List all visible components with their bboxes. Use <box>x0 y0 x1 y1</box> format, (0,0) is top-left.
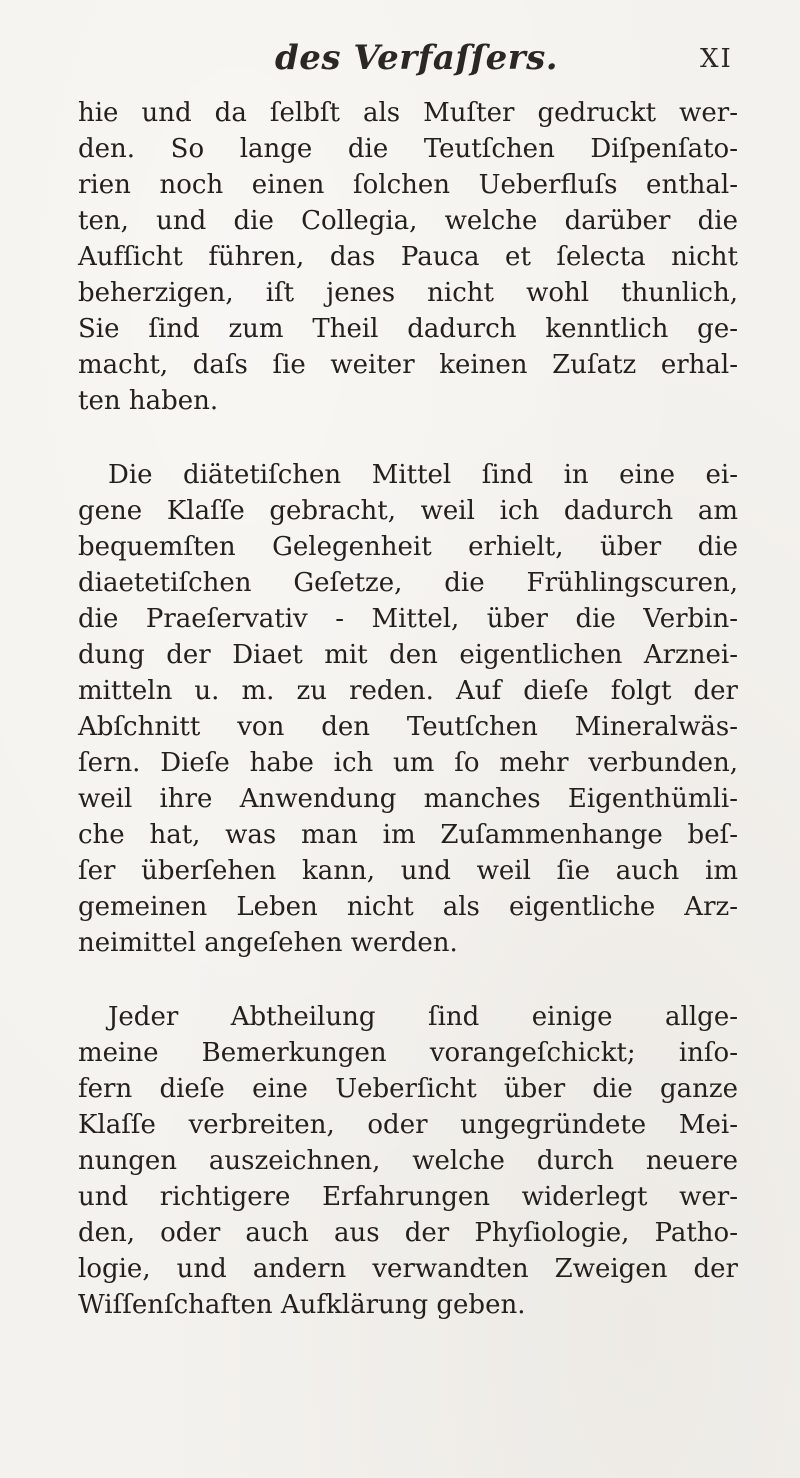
text-line: die Praeſervativ - Mittel, über die Verbin- <box>78 604 738 634</box>
text-line: Aufſicht führen, das Pauca et ſelecta nicht <box>78 242 738 272</box>
text-line: diaetetiſchen Geſetze, die Frühlingscuren, <box>78 568 738 598</box>
text-line: Abſchnitt von den Teutſchen Mineralwäs- <box>78 712 738 742</box>
text-line: hie und da ſelbſt als Muſter gedruckt wer- <box>78 98 738 128</box>
paragraph-1 <box>78 95 738 419</box>
text-line: weil ihre Anwendung manches Eigenthümli- <box>78 784 738 814</box>
text-line: rien noch einen ſolchen Ueberfluſs enthal- <box>78 170 738 200</box>
text-line: Sie ſind zum Theil dadurch kenntlich ge- <box>78 314 738 344</box>
text-line: nungen auszeichnen, welche durch neuere <box>78 1146 738 1176</box>
text-line: gemeinen Leben nicht als eigentliche Arz- <box>78 892 738 922</box>
text-line: ten, und die Collegia, welche darüber die <box>78 206 738 236</box>
text-line: Die diätetiſchen Mittel ſind in eine ei- <box>108 460 738 490</box>
text-line: ſern. Dieſe habe ich um ſo mehr verbunden, <box>78 748 738 778</box>
text-line: mitteln u. m. zu reden. Auf dieſe folgt der <box>78 676 738 706</box>
text-line: che hat, was man im Zuſammenhange beſ- <box>78 820 738 850</box>
body-text <box>78 95 738 1323</box>
text-line: den, oder auch aus der Phyſiologie, Patho- <box>78 1218 738 1248</box>
text-line: gene Klaſſe gebracht, weil ich dadurch am <box>78 496 738 526</box>
text-line: und richtigere Erfahrungen widerlegt wer- <box>78 1182 738 1212</box>
text-line: dung der Diaet mit den eigentlichen Arznei- <box>78 640 738 670</box>
text-line: meine Bemerkungen vorangeſchickt; inſo- <box>78 1038 738 1068</box>
text-line: fern dieſe eine Ueberſicht über die ganze <box>78 1074 738 1104</box>
text-line: Wiſſenſchaften Aufklärung geben. <box>78 1290 526 1320</box>
paragraph-2 <box>78 457 738 961</box>
text-line: den. So lange die Teutſchen Diſpenſato- <box>78 134 738 164</box>
text-line: beherzigen, iſt jenes nicht wohl thunlich, <box>78 278 738 308</box>
text-line: logie, und andern verwandten Zweigen der <box>78 1254 738 1284</box>
text-line: ten haben. <box>78 386 219 416</box>
text-line: bequemſten Gelegenheit erhielt, über die <box>78 532 738 562</box>
text-line: Jeder Abtheilung ſind einige allge- <box>108 1002 738 1032</box>
text-line: Klaſſe verbreiten, oder ungegründete Mei- <box>78 1110 738 1140</box>
running-head <box>0 38 800 98</box>
running-title: des Verfaſſers. <box>275 38 559 78</box>
paragraph-3 <box>78 999 738 1323</box>
page-number: XI <box>700 44 733 74</box>
text-line: ſer überſehen kann, und weil ſie auch im <box>78 856 738 886</box>
text-line: neimittel angeſehen werden. <box>78 928 458 958</box>
text-line: macht, daſs ſie weiter keinen Zuſatz erhal- <box>78 350 738 380</box>
